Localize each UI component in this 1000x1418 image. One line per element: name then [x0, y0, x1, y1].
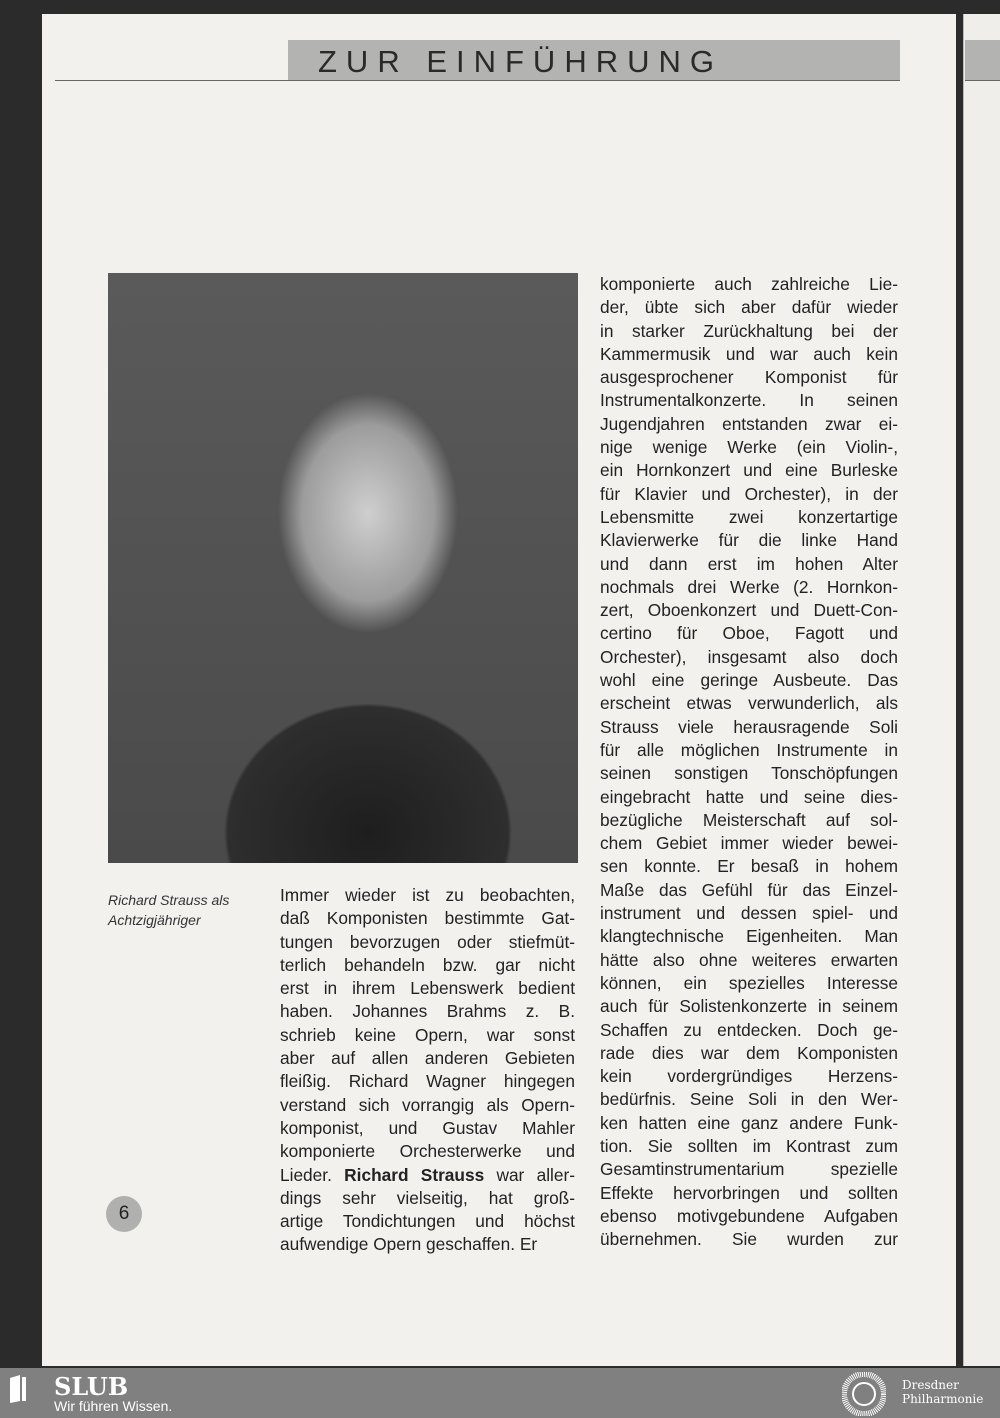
text-line: ebenso motivgebundene Aufgaben	[600, 1205, 898, 1226]
text-line: auch für Solistenkonzerte in seinem	[600, 996, 898, 1017]
portrait-photo	[108, 273, 578, 863]
text-line: nochmals drei Werke (2. Hornkon-	[600, 576, 898, 597]
text-line: aber auf allen anderen Gebieten	[280, 1048, 575, 1069]
text-line: erscheint etwas verwunderlich, als	[600, 693, 898, 714]
text-line: hätte also ohne weiteres erwarten	[600, 949, 898, 970]
text-line: certino für Oboe, Fagott und	[600, 623, 898, 644]
right-text-column	[600, 273, 898, 1251]
text-line: in starker Zurückhaltung bei der	[600, 320, 898, 341]
photo-caption	[108, 890, 229, 930]
left-text-column	[280, 884, 575, 1257]
text-line: chem Gebiet immer wieder bewei-	[600, 833, 898, 854]
text-line: Schaffen zu entdecken. Doch ge-	[600, 1019, 898, 1040]
text-line: komponierte auch zahlreiche Lie-	[600, 274, 898, 294]
page-number: 6	[106, 1196, 142, 1232]
text-line: aufwendige Opern geschaffen. Er	[280, 1234, 538, 1255]
footer-bar	[0, 1368, 1000, 1418]
text-line: terlich behandeln bzw. gar nicht	[280, 954, 575, 975]
text-line: Orchester), insgesamt also doch	[600, 646, 898, 667]
text-line: instrument und dessen spiel- und	[600, 903, 898, 924]
text-line: tungen bevorzugen oder stiefmüt-	[280, 931, 575, 952]
caption-line: Achtzigjähriger	[108, 912, 201, 928]
facing-header-rule	[965, 80, 1000, 81]
bold-name: Richard Strauss	[344, 1164, 485, 1185]
text-line: fleißig. Richard Wagner hingegen	[280, 1071, 575, 1092]
text-line: verstand sich vorrangig als Opern-	[280, 1094, 575, 1115]
text-line: Immer wieder ist zu beobachten,	[280, 885, 575, 905]
caption-line: Richard Strauss als	[108, 892, 230, 908]
text-line-with-bold	[280, 1164, 575, 1187]
slub-logo-text: SLUB	[54, 1372, 129, 1401]
text-line: zert, Oboenkonzert und Duett-Con-	[600, 600, 898, 621]
text-line: ausgesprochener Komponist für	[600, 367, 898, 388]
text-line: Lebensmitte zwei konzertartige	[600, 506, 898, 527]
text-line: wohl eine geringe Ausbeute. Das	[600, 670, 898, 691]
partner-name	[902, 1378, 983, 1406]
text-line: kein vordergründiges Herzens-	[600, 1066, 898, 1087]
text-line: erst in ihrem Lebenswerk bedient	[280, 978, 575, 999]
text-line: bezügliche Meisterschaft auf sol-	[600, 809, 898, 830]
text-line: schrieb keine Opern, war sonst	[280, 1024, 575, 1045]
slub-tagline: Wir führen Wissen.	[54, 1398, 173, 1414]
text-line: bedürfnis. Seine Soli in den Wer-	[600, 1089, 898, 1110]
text-line: eingebracht hatte und seine dies-	[600, 786, 898, 807]
text-line: können, ein spezielles Interesse	[600, 972, 898, 993]
text-line: klangtechnische Eigenheiten. Man	[600, 926, 898, 947]
text-line: komponist, und Gustav Mahler	[280, 1117, 575, 1138]
text-line: der, übte sich aber dafür wieder	[600, 297, 898, 318]
text-line: komponierte Orchesterwerke und	[280, 1141, 575, 1162]
text-line: seinen sonstigen Tonschöpfungen	[600, 763, 898, 784]
text-line: ein Hornkonzert und eine Burleske	[600, 460, 898, 481]
facing-page-edge	[963, 14, 1000, 1366]
text-line: für alle möglichen Instrumente in	[600, 739, 898, 760]
text-line: für Klavier und Orchester), in der	[600, 483, 898, 504]
text-line: Klavierwerke für die linke Hand	[600, 530, 898, 551]
text-line: tion. Sie sollten im Kontrast zum	[600, 1135, 898, 1156]
text-line: Instrumentalkonzerte. In seinen	[600, 390, 898, 411]
text-line: dings sehr vielseitig, hat groß-	[280, 1187, 575, 1208]
partner-name-line: Dresdner	[902, 1378, 959, 1392]
text-line: sen konnte. Er besaß in hohem	[600, 856, 898, 877]
text-fragment: war aller-	[484, 1164, 575, 1185]
header-rule	[55, 80, 900, 81]
text-line: daß Komponisten bestimmte Gat-	[280, 908, 575, 929]
text-line: und dann erst im hohen Alter	[600, 553, 898, 574]
text-line: artige Tondichtungen und höchst	[280, 1211, 575, 1232]
text-line: ken hatten eine ganz andere Funk-	[600, 1112, 898, 1133]
text-line: Gesamtinstrumentarium spezielle	[600, 1159, 898, 1180]
slub-book-icon	[8, 1374, 28, 1404]
text-line: Effekte hervorbringen und sollten	[600, 1182, 898, 1203]
text-line: rade dies war dem Komponisten	[600, 1042, 898, 1063]
partner-name-line: Philharmonie	[902, 1392, 984, 1406]
text-line: haben. Johannes Brahms z. B.	[280, 1001, 575, 1022]
text-line: Strauss viele herausragende Soli	[600, 716, 898, 737]
text-line: nige wenige Werke (ein Violin-,	[600, 437, 898, 458]
section-title: ZUR EINFÜHRUNG	[318, 44, 723, 79]
text-line: Kammermusik und war auch kein	[600, 343, 898, 364]
philharmonie-logo-icon	[842, 1372, 886, 1416]
text-line: Jugendjahren entstanden zwar ei-	[600, 413, 898, 434]
text-line: übernehmen. Sie wurden zur	[600, 1229, 898, 1250]
text-line: Maße das Gefühl für das Einzel-	[600, 879, 898, 900]
facing-header-bar	[965, 40, 1000, 80]
text-fragment: Lieder.	[280, 1164, 345, 1185]
